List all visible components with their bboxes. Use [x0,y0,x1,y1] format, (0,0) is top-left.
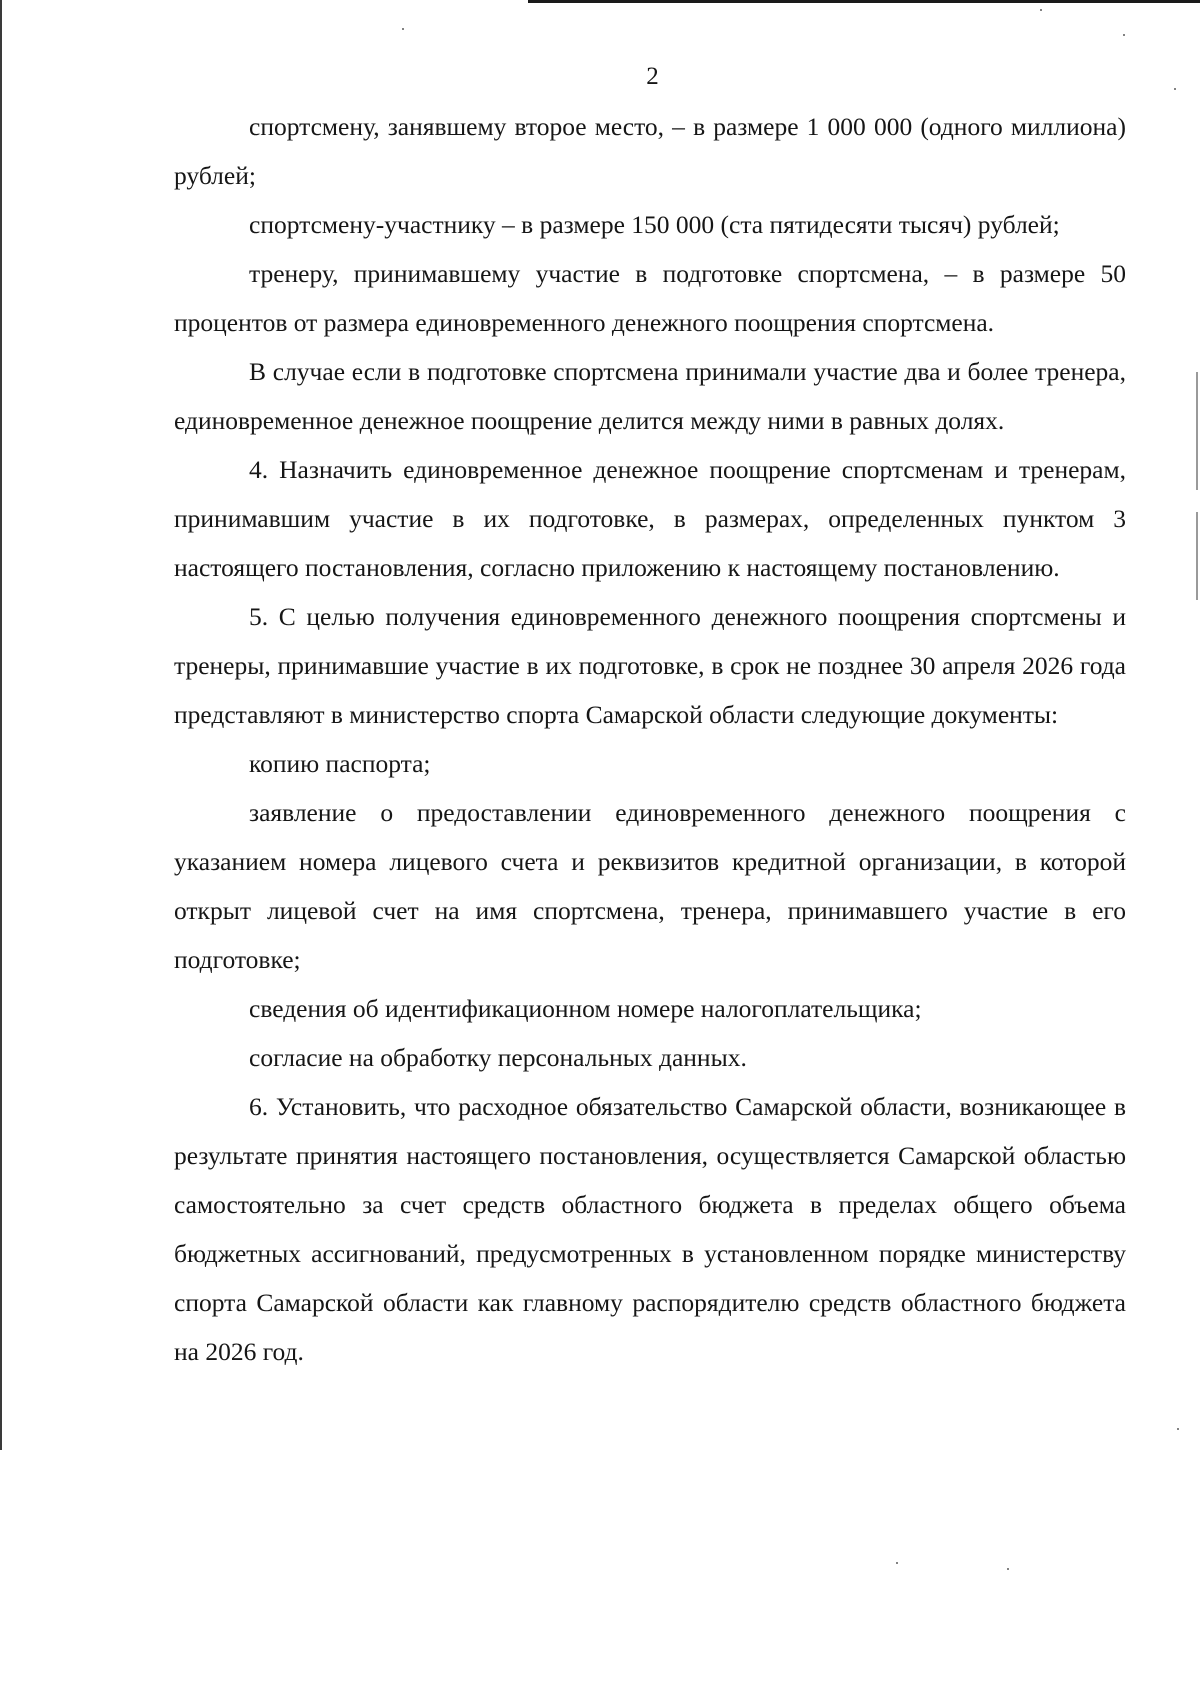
page-number: 2 [646,63,659,90]
scan-speck [1007,1568,1009,1570]
scan-speck [1040,9,1042,11]
paragraph-clause-4: 4. Назначить единовременное денежное поощрение спортсменам и тренерам, принимавшим участие в их подготовке, в размерах, определенных пунктом 3 настоящего постановления, согласно приложению к настоящему постановлению. [174,455,1126,582]
paragraph-clause-5: 5. С целью получения единовременного денежного поощрения спортсмены и тренеры, принимавшие участие в их подготовке, в срок не позднее 30 апреля 2026 года представляют в министерство спорта Самарской области следующие документы: [174,602,1126,729]
scan-speck [402,28,404,30]
scan-speck [896,1562,898,1564]
paragraph-multiple-coaches: В случае если в подготовке спортсмена принимали участие два и более тренера, единовременное денежное поощрение делится между ними в равных долях. [174,357,1126,435]
paragraph-coach-award: тренеру, принимавшему участие в подготовке спортсмена, – в размере 50 процентов от размера единовременного денежного поощрения спортсмена. [174,259,1126,337]
paragraph-second-place-award: спортсмену, занявшему второе место, – в размере 1 000 000 (одного миллиона) рублей; [174,112,1126,190]
list-item-data-consent: согласие на обработку персональных данных. [249,1043,747,1072]
scan-border-top [528,0,1200,3]
scan-border-left [0,0,2,1450]
document-body [174,102,1126,1376]
scan-speck [1177,1428,1179,1430]
paragraph-clause-6: 6. Установить, что расходное обязательство Самарской области, возникающее в результате принятия настоящего постановления, осуществляется Самарской областью самостоятельно за счет средств областного бюджета в пределах общего объема бюджетных ассигнований, предусмотренных в установленном порядке министерству спорта Самарской области как главному распорядителю средств областного бюджета на 2026 год. [174,1092,1126,1366]
paragraph-participant-award: спортсмену-участнику – в размере 150 000 (ста пятидесяти тысяч) рублей; [249,210,1060,239]
scan-border-right-mark [1196,512,1198,600]
scan-border-right-mark [1196,372,1198,490]
list-item-taxpayer-number: сведения об идентификационном номере налогоплательщика; [249,994,922,1023]
list-item-application: заявление о предоставлении единовременного денежного поощрения с указанием номера лицевого счета и реквизитов кредитной организации, в которой открыт лицевой счет на имя спортсмена, тренера, принимавшего участие в его подготовке; [174,798,1126,974]
list-item-passport-copy: копию паспорта; [249,749,431,778]
scan-speck [1123,34,1125,36]
